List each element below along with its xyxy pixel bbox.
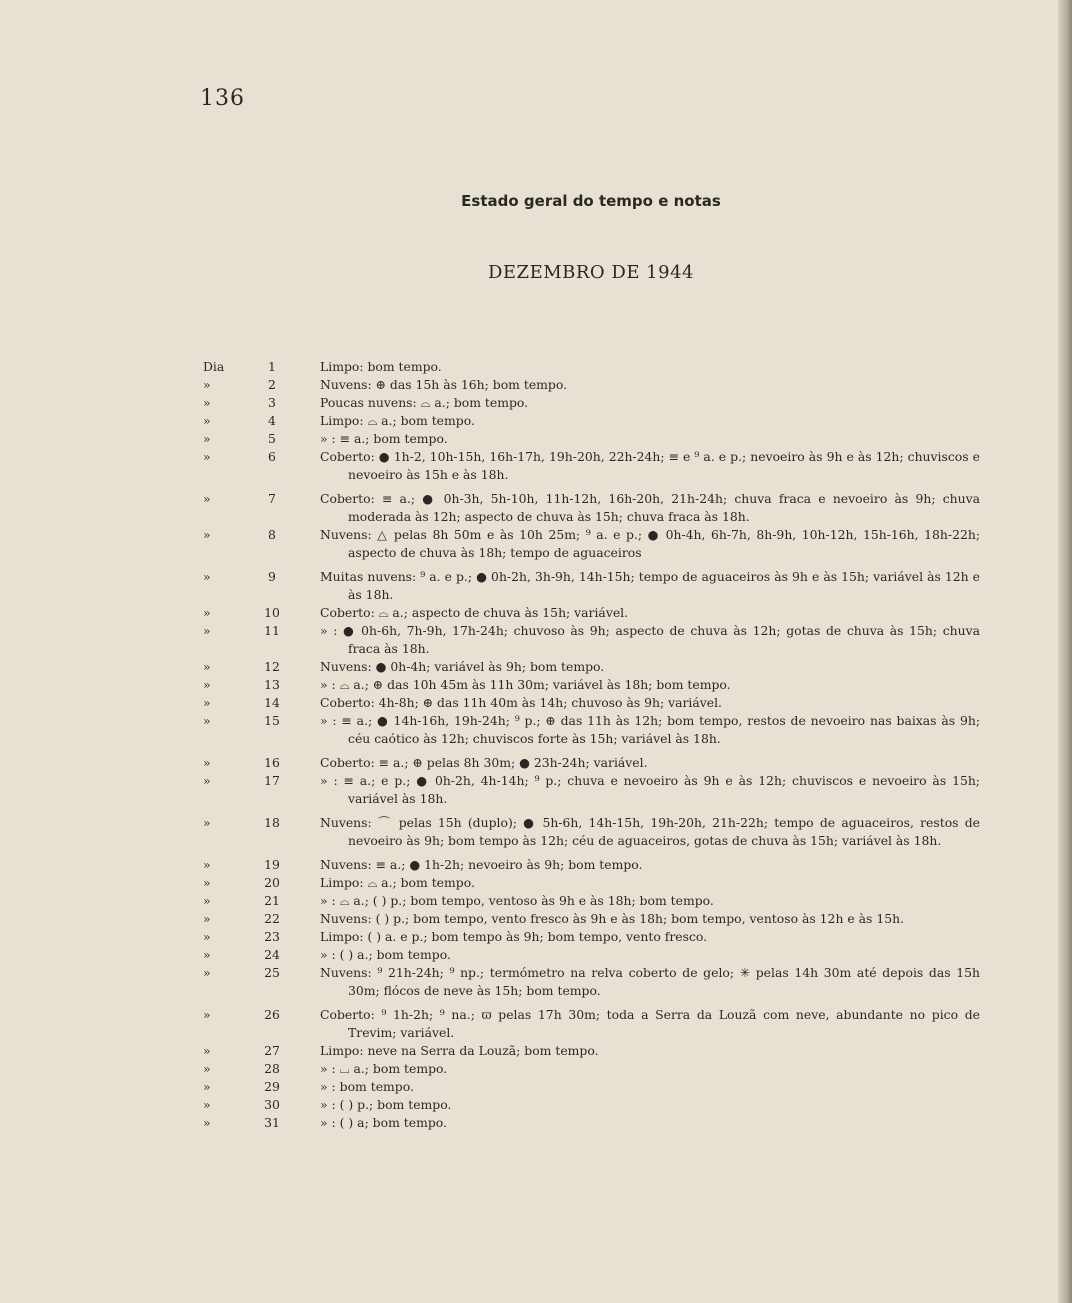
record-text-cell (320, 946, 980, 964)
record-row (0, 928, 1000, 946)
record-label: » (203, 1097, 211, 1112)
record-day: 8 (268, 527, 276, 542)
record-text-cell (320, 1096, 980, 1114)
record-label: » (203, 1079, 211, 1094)
record-day: 16 (264, 755, 280, 770)
record-row (0, 892, 1000, 910)
record-label: » (203, 413, 211, 428)
record-day: 23 (264, 929, 280, 944)
record-row (0, 604, 1000, 622)
record-row (0, 772, 1000, 808)
record-label: » (203, 947, 211, 962)
record-day: 4 (268, 413, 276, 428)
record-day: 30 (264, 1097, 280, 1112)
record-row (0, 874, 1000, 892)
record-text: Nuvens: ● 0h-4h; variável às 9h; bom tempo. (320, 659, 605, 674)
month-heading: DEZEMBRO DE 1944 (487, 262, 694, 283)
record-day: 26 (264, 1007, 280, 1022)
record-row (0, 658, 1000, 676)
record-row (0, 568, 1000, 604)
record-row (0, 394, 1000, 412)
record-text: » : ( ) p.; bom tempo. (320, 1097, 452, 1112)
record-text-cell (320, 490, 980, 526)
record-text-cell (320, 772, 980, 808)
record-row (0, 712, 1000, 748)
record-row (0, 430, 1000, 448)
record-row (0, 946, 1000, 964)
record-label: » (203, 755, 211, 770)
record-day: 20 (264, 875, 280, 890)
record-text: » : ( ) a.; bom tempo. (320, 947, 451, 962)
record-text-cell (320, 430, 980, 448)
record-text: Limpo: bom tempo. (320, 359, 442, 374)
record-text: Nuvens: ⊕ das 15h às 16h; bom tempo. (320, 377, 568, 392)
record-text: » : ≡ a.; e p.; ● 0h-2h, 4h-14h; ⁹ p.; chuva e nevoeiro às 9h e às 12h; chuviscos e nevoeiro às 15h; variável às 18h. (320, 773, 980, 806)
record-text: Limpo: ( ) a. e p.; bom tempo às 9h; bom tempo, vento fresco. (320, 929, 708, 944)
record-row (0, 814, 1000, 850)
record-label: » (203, 713, 211, 728)
record-row (0, 490, 1000, 526)
record-text: Nuvens: ( ) p.; bom tempo, vento fresco às 9h e às 18h; bom tempo, ventoso às 12h e às 15h. (320, 911, 905, 926)
record-text-cell (320, 874, 980, 892)
record-row (0, 412, 1000, 430)
record-day: 2 (268, 377, 276, 392)
record-text: Coberto: ⌓ a.; aspecto de chuva às 15h; variável. (320, 605, 629, 620)
record-day: 9 (268, 569, 276, 584)
record-text-cell (320, 526, 980, 562)
record-text-cell (320, 568, 980, 604)
record-row (0, 376, 1000, 394)
record-text: » : ⌓ a.; ⊕ das 10h 45m às 11h 30m; variável às 18h; bom tempo. (320, 677, 731, 692)
record-row (0, 676, 1000, 694)
record-day: 25 (264, 965, 280, 980)
record-text-cell (320, 1006, 980, 1042)
record-label: » (203, 1061, 211, 1076)
record-day: 17 (264, 773, 280, 788)
record-label: » (203, 659, 211, 674)
record-row (0, 622, 1000, 658)
record-text-cell (320, 676, 980, 694)
record-text-cell (320, 622, 980, 658)
record-row (0, 964, 1000, 1000)
record-label: » (203, 893, 211, 908)
record-text-cell (320, 412, 980, 430)
record-text-cell (320, 754, 980, 772)
record-day: 24 (264, 947, 280, 962)
record-day: 15 (264, 713, 280, 728)
record-day: 13 (264, 677, 280, 692)
record-text: Coberto: ⁹ 1h-2h; ⁹ na.; ϖ pelas 17h 30m; toda a Serra da Louzã com neve, abundante no pico de Trevim; variável. (320, 1007, 980, 1040)
record-label: » (203, 857, 211, 872)
record-row (0, 1078, 1000, 1096)
record-day: 1 (268, 359, 276, 374)
record-text-cell (320, 1042, 980, 1060)
record-row (0, 1006, 1000, 1042)
record-text: Nuvens: △ pelas 8h 50m e às 10h 25m; ⁹ a. e p.; ● 0h-4h, 6h-7h, 8h-9h, 10h-12h, 15h-16h, 18h-22h; aspecto de chuva às 18h; tempo de aguaceiros (320, 527, 980, 560)
record-text: Nuvens: ⁹ 21h-24h; ⁹ np.; termómetro na relva coberto de gelo; ✳ pelas 14h 30m até depois das 15h 30m; flócos de neve às 15h; bom tempo. (320, 965, 980, 998)
record-text-cell (320, 376, 980, 394)
weather-records-list (0, 358, 1000, 1132)
record-label: » (203, 527, 211, 542)
record-label: » (203, 911, 211, 926)
record-text: Limpo: ⌓ a.; bom tempo. (320, 413, 475, 428)
record-day: 11 (264, 623, 280, 638)
record-day: 10 (264, 605, 280, 620)
record-text: Coberto: ≡ a.; ● 0h-3h, 5h-10h, 11h-12h, 16h-20h, 21h-24h; chuva fraca e nevoeiro às 9h; chuva moderada às 12h; aspecto de chuva às 15h; chuva fraca às 18h. (320, 491, 980, 524)
record-text-cell (320, 658, 980, 676)
record-text: Nuvens: ≡ a.; ● 1h-2h; nevoeiro às 9h; bom tempo. (320, 857, 643, 872)
record-day: 18 (264, 815, 280, 830)
record-text-cell (320, 394, 980, 412)
record-row (0, 1042, 1000, 1060)
record-row (0, 448, 1000, 484)
record-text: » : ≡ a.; ● 14h-16h, 19h-24h; ⁹ p.; ⊕ das 11h às 12h; bom tempo, restos de nevoeiro nas baixas às 9h; céu caótico às 12h; chuviscos forte às 15h; variável às 18h. (320, 713, 980, 746)
record-day: 5 (268, 431, 276, 446)
record-label: » (203, 395, 211, 410)
record-label: » (203, 1043, 211, 1058)
record-text-cell (320, 964, 980, 1000)
record-text: » : ⌓ a.; ( ) p.; bom tempo, ventoso às 9h e às 18h; bom tempo. (320, 893, 714, 908)
record-row (0, 856, 1000, 874)
record-day: 21 (264, 893, 280, 908)
record-label: » (203, 1115, 211, 1130)
record-text-cell (320, 448, 980, 484)
record-text-cell (320, 1060, 980, 1078)
record-label: » (203, 623, 211, 638)
record-text: Poucas nuvens: ⌓ a.; bom tempo. (320, 395, 529, 410)
record-label: » (203, 695, 211, 710)
record-text: Muitas nuvens: ⁹ a. e p.; ● 0h-2h, 3h-9h, 14h-15h; tempo de aguaceiros às 9h e às 15h; variável às 12h e às 18h. (320, 569, 980, 602)
record-day: 29 (264, 1079, 280, 1094)
record-label: » (203, 449, 211, 464)
record-label: » (203, 569, 211, 584)
record-row (0, 694, 1000, 712)
record-text: » : ● 0h-6h, 7h-9h, 17h-24h; chuvoso às 9h; aspecto de chuva às 12h; gotas de chuva às 15h; chuva fraca às 18h. (320, 623, 980, 656)
record-day: 28 (264, 1061, 280, 1076)
record-day: 22 (264, 911, 280, 926)
record-row (0, 1096, 1000, 1114)
record-label: » (203, 491, 211, 506)
record-text: » : ( ) a; bom tempo. (320, 1115, 447, 1130)
record-label: » (203, 377, 211, 392)
record-text-cell (320, 1114, 980, 1132)
record-text-cell (320, 892, 980, 910)
record-text: Nuvens: ⌒ pelas 15h (duplo); ● 5h-6h, 14h-15h, 19h-20h, 21h-22h; tempo de aguaceiros, restos de nevoeiro às 9h; bom tempo às 12h; céu de aguaceiros, gotas de chuva às 15h; variável às 18h. (320, 815, 980, 848)
record-row (0, 1114, 1000, 1132)
record-text-cell (320, 358, 980, 376)
record-text: Limpo: neve na Serra da Louzã; bom tempo. (320, 1043, 599, 1058)
record-label: » (203, 965, 211, 980)
record-row (0, 358, 1000, 376)
record-row (0, 526, 1000, 562)
record-text-cell (320, 694, 980, 712)
record-label: » (203, 773, 211, 788)
record-day: 7 (268, 491, 276, 506)
record-text: Limpo: ⌓ a.; bom tempo. (320, 875, 475, 890)
record-label: » (203, 929, 211, 944)
record-label: Dia (203, 359, 225, 374)
record-text-cell (320, 1078, 980, 1096)
record-label: » (203, 431, 211, 446)
record-label: » (203, 875, 211, 890)
record-text-cell (320, 814, 980, 850)
record-day: 6 (268, 449, 276, 464)
record-day: 3 (268, 395, 276, 410)
page-number: 136 (200, 86, 245, 111)
record-day: 27 (264, 1043, 280, 1058)
record-text-cell (320, 856, 980, 874)
record-row (0, 1060, 1000, 1078)
record-day: 19 (264, 857, 280, 872)
record-text-cell (320, 910, 980, 928)
record-text: Coberto: 4h-8h; ⊕ das 11h 40m às 14h; chuvoso às 9h; variável. (320, 695, 722, 710)
record-text-cell (320, 928, 980, 946)
record-text-cell (320, 712, 980, 748)
page-title: Estado geral do tempo e notas (461, 192, 721, 210)
record-text: » : ⌴ a.; bom tempo. (320, 1061, 448, 1076)
record-text: » : bom tempo. (320, 1079, 414, 1094)
record-text: Coberto: ● 1h-2, 10h-15h, 16h-17h, 19h-20h, 22h-24h; ≡ e ⁹ a. e p.; nevoeiro às 9h e às 12h; chuviscos e nevoeiro às 15h e às 18h. (320, 449, 980, 482)
record-text: » : ≡ a.; bom tempo. (320, 431, 448, 446)
record-row (0, 754, 1000, 772)
record-day: 31 (264, 1115, 280, 1130)
record-text: Coberto: ≡ a.; ⊕ pelas 8h 30m; ● 23h-24h; variável. (320, 755, 648, 770)
record-label: » (203, 677, 211, 692)
record-label: » (203, 1007, 211, 1022)
record-label: » (203, 815, 211, 830)
record-text-cell (320, 604, 980, 622)
record-day: 14 (264, 695, 280, 710)
record-day: 12 (264, 659, 280, 674)
record-label: » (203, 605, 211, 620)
record-row (0, 910, 1000, 928)
